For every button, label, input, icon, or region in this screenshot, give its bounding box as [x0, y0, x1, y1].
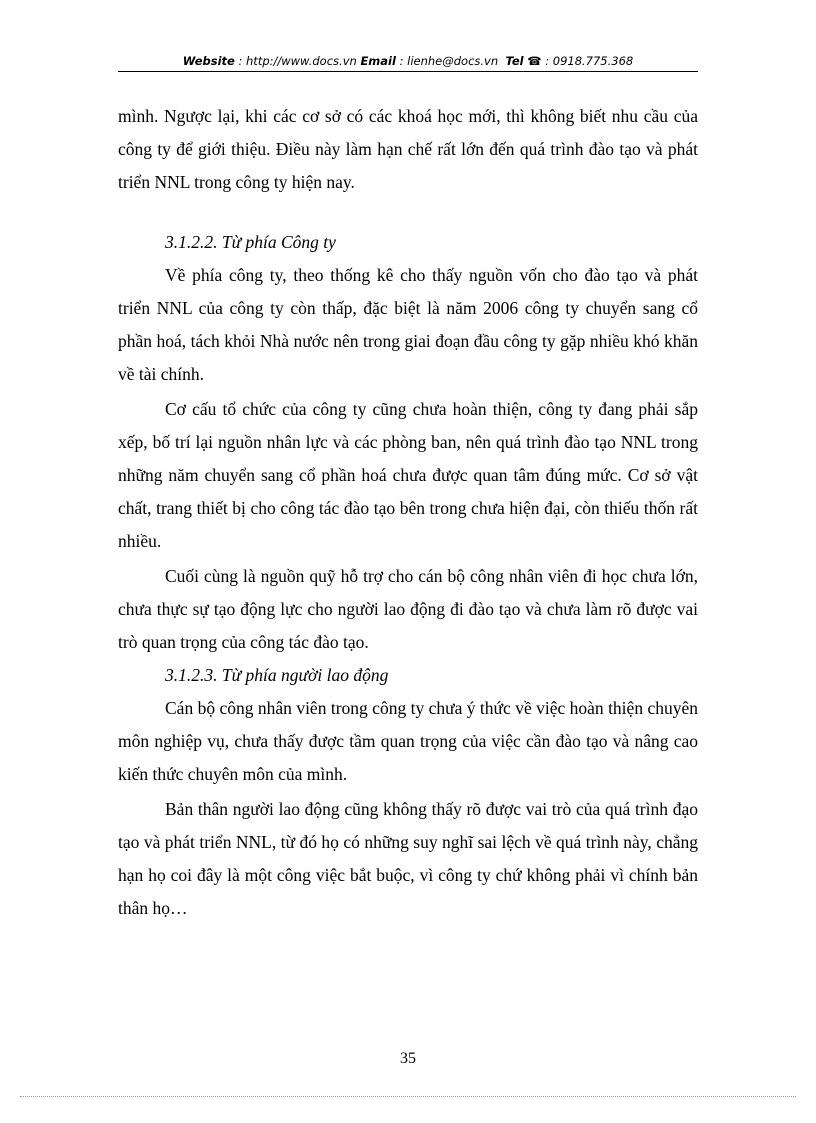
website-link[interactable]: http://www.docs.vn — [246, 54, 357, 68]
paragraph: Cuối cùng là nguồn quỹ hỗ trợ cho cán bộ công nhân viên đi học chưa lớn, chưa thực sự tạo động lực cho người lao động đi đào tạo và chưa làm rõ được vai trò quan trọng của công tác đào tạo. — [118, 566, 698, 652]
tel-label: Tel — [505, 54, 524, 68]
section-heading-3-1-2-3: 3.1.2.3. Từ phía người lao động — [165, 665, 389, 685]
paragraph: Cơ cấu tổ chức của công ty cũng chưa hoàn thiện, công ty đang phải sắp xếp, bố trí lại nguồn nhân lực và các phòng ban, nên quá trình đào tạo NNL trong những năm chuyển sang cổ phần hoá chưa được quan tâm đúng mức. Cơ sở vật chất, trang thiết bị cho công tác đào tạo bên trong chưa hiện đại, còn thiếu thốn rất nhiều. — [118, 399, 698, 551]
email-label: Email — [360, 54, 396, 68]
header-divider — [118, 71, 698, 72]
email-separator: : — [395, 54, 408, 68]
page-header — [118, 52, 698, 70]
tel-number: 0918.775.368 — [552, 54, 634, 68]
page-number: 35 — [400, 1050, 416, 1067]
section-heading-3-1-2-2: 3.1.2.2. Từ phía Công ty — [165, 232, 336, 252]
tel-separator: : — [541, 54, 553, 68]
paragraph: Về phía công ty, theo thống kê cho thấy nguồn vốn cho đào tạo và phát triển NNL của công ty còn thấp, đặc biệt là năm 2006 công ty chuyển sang cổ phần hoá, tách khỏi Nhà nước nên trong giai đoạn đầu công ty gặp nhiều khó khăn về tài chính. — [118, 265, 698, 384]
email-link[interactable]: lienhe@docs.vn — [407, 54, 499, 68]
phone-icon: ☎ — [527, 54, 542, 68]
website-separator: : — [234, 54, 247, 68]
website-label: Website — [182, 54, 235, 68]
spacer — [118, 199, 698, 226]
document-body — [118, 100, 698, 925]
paragraph: Cán bộ công nhân viên trong công ty chưa ý thức về việc hoàn thiện chuyên môn nghiệp vụ, chưa thấy được tầm quan trọng của việc cần đào tạo và nâng cao kiến thức chuyên môn của mình. — [118, 698, 698, 784]
paragraph: Bản thân người lao động cũng không thấy rõ được vai trò của quá trình đạo tạo và phát triển NNL, từ đó họ có những suy nghĩ sai lệch về quá trình này, chẳng hạn họ coi đây là một công việc bắt buộc, vì công ty chứ không phải vì chính bản thân họ… — [118, 799, 698, 918]
page-bottom-border — [20, 1096, 796, 1097]
paragraph-continuation: mình. Ngược lại, khi các cơ sở có các khoá học mới, thì không biết nhu cầu của công ty để giới thiệu. Điều này làm hạn chế rất lớn đến quá trình đào tạo và phát triển NNL trong công ty hiện nay. — [118, 106, 698, 192]
